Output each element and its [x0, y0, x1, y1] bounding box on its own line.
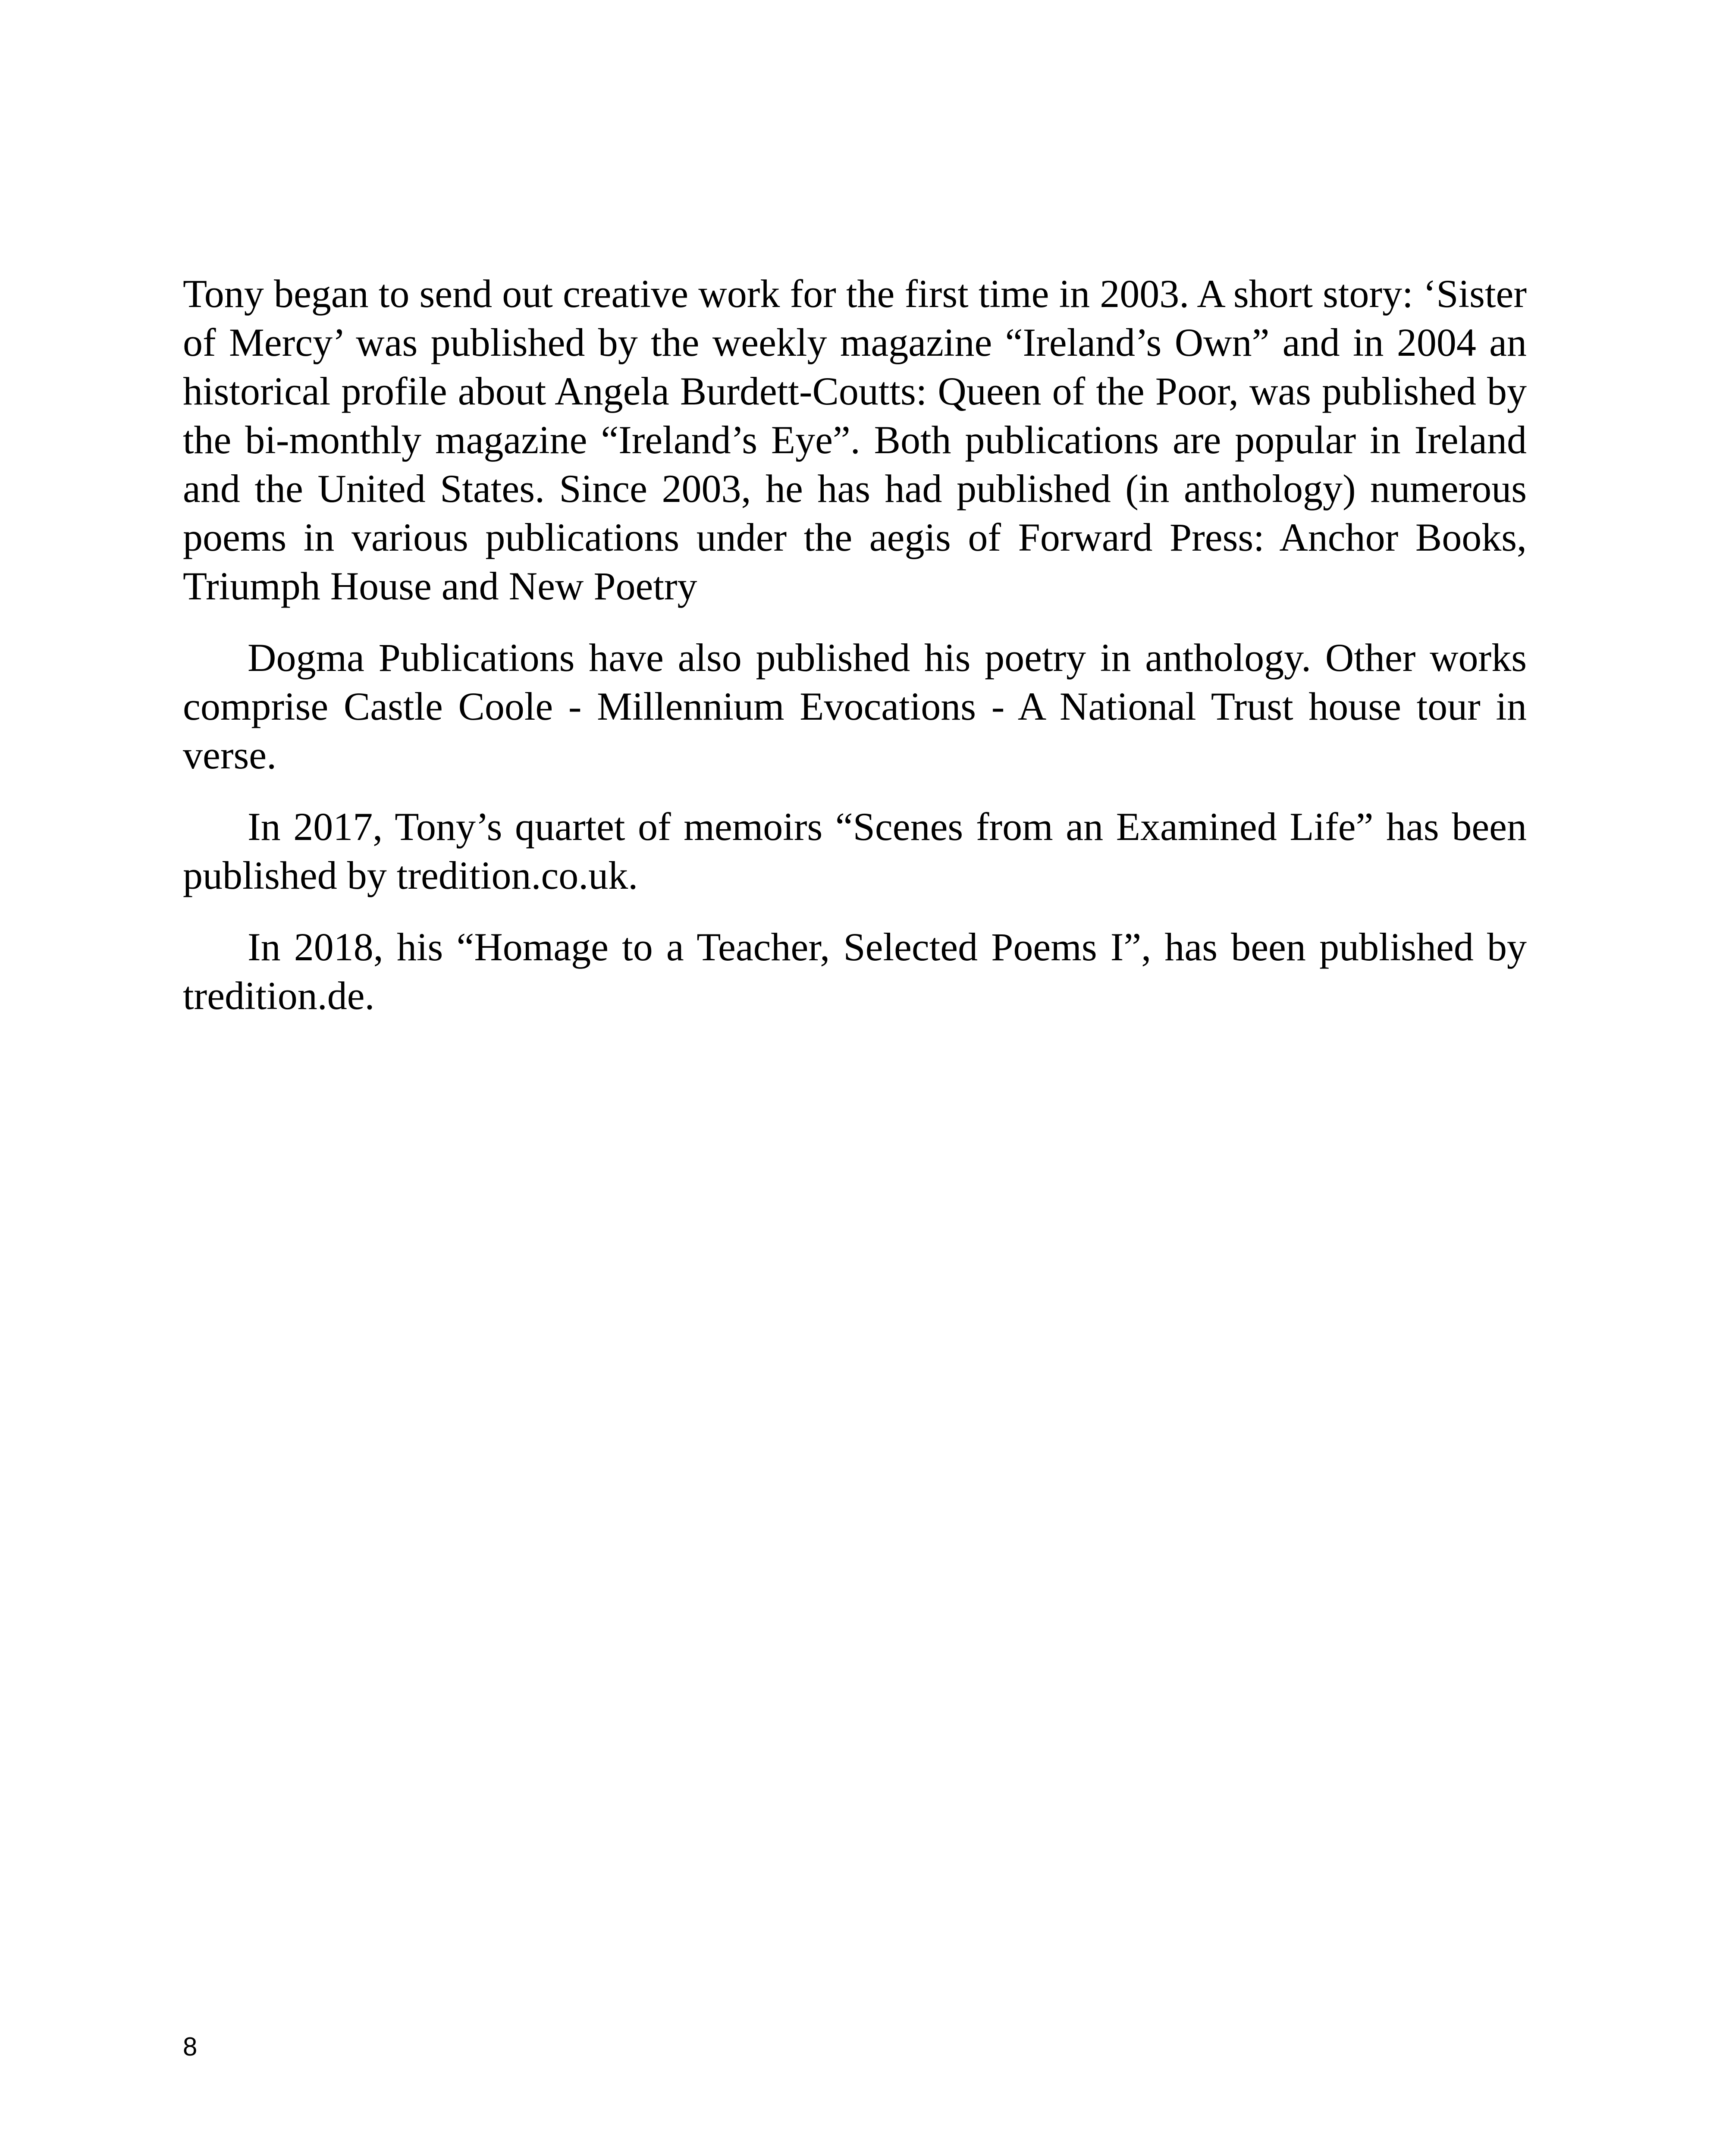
paragraph-memoirs-2017: In 2017, Tony’s quartet of memoirs “Scenes from an Examined Life” has been published by tredition.co.uk.: [183, 805, 1527, 897]
paragraph-homage-2018: In 2018, his “Homage to a Teacher, Selected Poems I”, has been published by tredition.de.: [183, 925, 1527, 1018]
paragraph-publication-history: Tony began to send out creative work for the first time in 2003. A short story: ‘Sister of Mercy’ was published by the weekly magazine “Ireland’s Own” and in 2004 an historical profile about Angela Burdett-Coutts: Queen of the Poor, was published by the bi-monthly magazine “Ireland’s Eye”. Both publications are popular in Ireland and the United States. Since 2003, he has had published (in anthology) numerous poems in various publications under the aegis of Forward Press: Anchor Books, Triumph House and New Poetry: [183, 272, 1527, 608]
paragraph-dogma-publications: Dogma Publications have also published his poetry in anthology. Other works comprise Castle Coole - Millennium Evocations - A National Trust house tour in verse.: [183, 636, 1527, 777]
body-text: [183, 270, 1527, 1020]
page-number: 8: [183, 2032, 198, 2061]
